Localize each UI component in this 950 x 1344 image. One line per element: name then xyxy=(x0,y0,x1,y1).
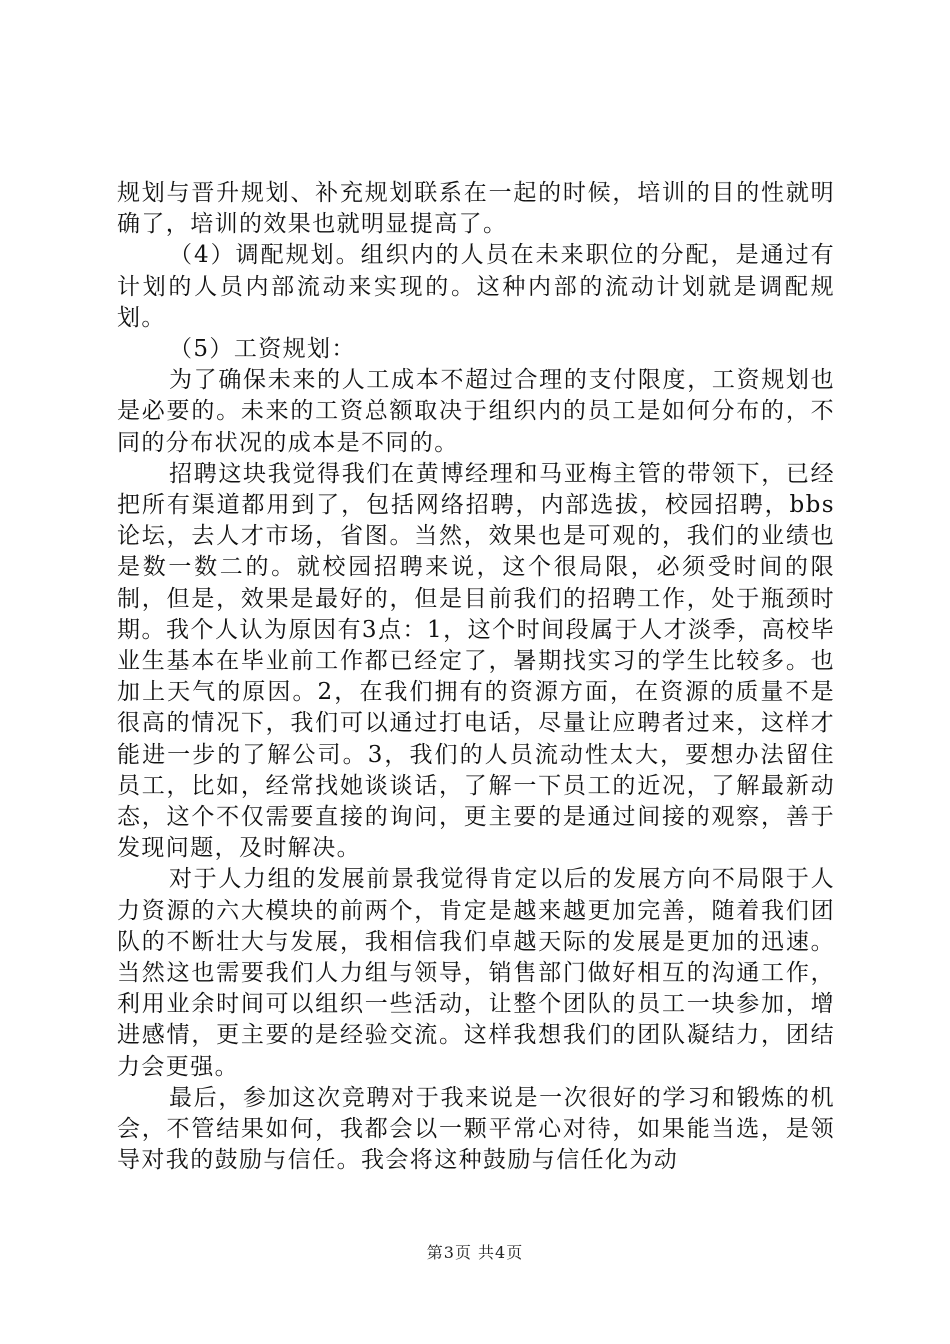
document-body xyxy=(117,178,835,1177)
paragraph-salary-planning: 为了确保未来的人工成本不超过合理的支付限度，工资规划也是必要的。未来的工资总额取决于组织内的员工是如何分布的，不同的分布状况的成本是不同的。 xyxy=(117,367,835,456)
paragraph-recruitment: 招聘这块我觉得我们在黄博经理和马亚梅主管的带领下，已经把所有渠道都用到了，包括网络招聘，内部选拔，校园招聘，bbs论坛，去人才市场，省图。当然，效果也是可观的，我们的业绩也是数一数二的。就校园招聘来说，这个很局限，必须受时间的限制，但是，效果是最好的，但是目前我们的招聘工作，处于瓶颈时期。我个人认为原因有3点：1，这个时间段属于人才淡季，高校毕业生基本在毕业前工作都已经定了，暑期找实习的学生比较多。也加上天气的原因。2，在我们拥有的资源方面，在资源的质量不是很高的情况下，我们可以通过打电话，尽量让应聘者过来，这样才能进一步的了解公司。3，我们的人员流动性太大，要想办法留住员工，比如，经常找她谈谈话，了解一下员工的近况，了解最新动态，这个不仅需要直接的询问，更主要的是通过间接的观察，善于发现问题，及时解决。 xyxy=(117,460,835,862)
paragraph-conclusion: 最后，参加这次竞聘对于我来说是一次很好的学习和锻炼的机会，不管结果如何，我都会以一颗平常心对待，如果能当选，是领导对我的鼓励与信任。我会将这种鼓励与信任化为动 xyxy=(117,1084,835,1174)
paragraph-salary-planning-heading: （5）工资规划： xyxy=(169,336,356,363)
paragraph-allocation-planning: （4）调配规划。组织内的人员在未来职位的分配，是通过有计划的人员内部流动来实现的。这种内部的流动计划就是调配规划。 xyxy=(117,242,835,331)
paragraph-training-continuation: 规划与晋升规划、补充规划联系在一起的时候，培训的目的性就明确了，培训的效果也就明显提高了。 xyxy=(117,180,835,238)
paragraph-hr-prospects: 对于人力组的发展前景我觉得肯定以后的发展方向不局限于人力资源的六大模块的前两个，肯定是越来越更加完善，随着我们团队的不断壮大与发展，我相信我们卓越天际的发展是更加的迅速。当然这也需要我们人力组与领导，销售部门做好相互的沟通工作，利用业余时间可以组织一些活动，让整个团队的员工一块参加，增进感情，更主要的是经验交流。这样我想我们的团队凝结力，团结力会更强。 xyxy=(117,866,835,1080)
page-number-footer: 第3页 共4页 xyxy=(426,1243,524,1262)
